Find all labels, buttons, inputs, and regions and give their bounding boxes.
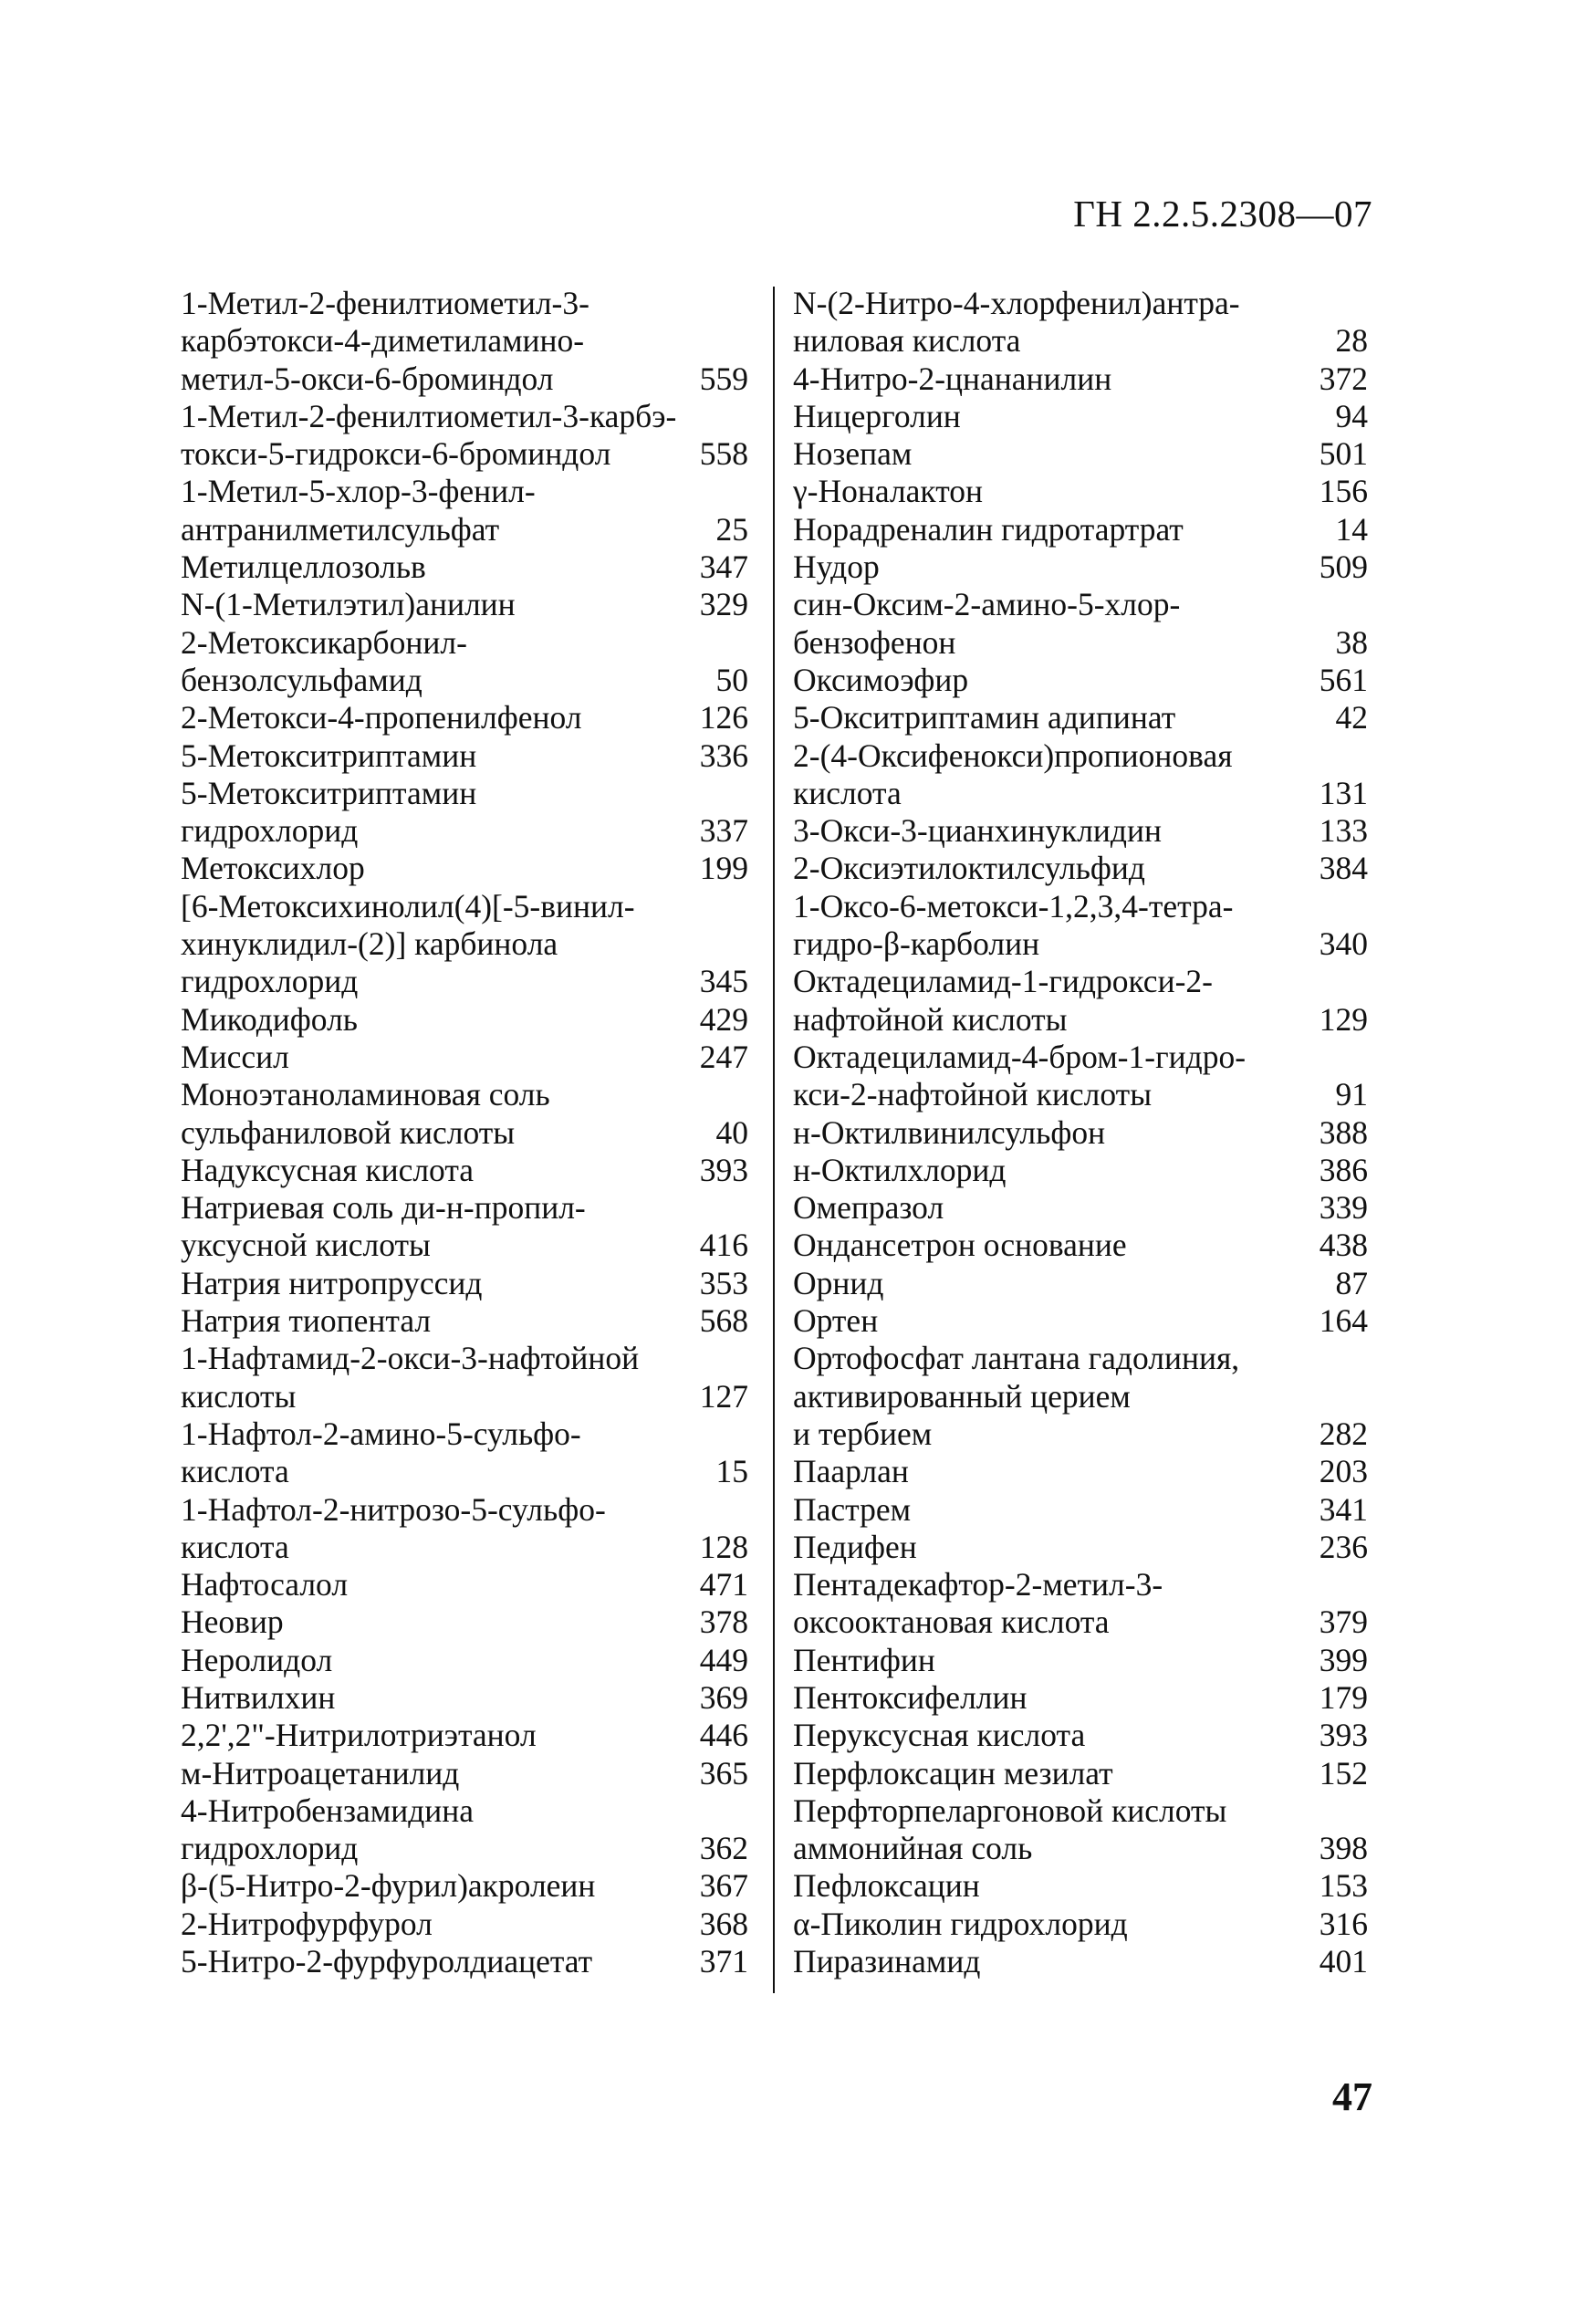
index-entry-page: 438 <box>1319 1227 1368 1264</box>
index-entry-text: 5-Окситриптамин адипинат <box>793 699 1176 736</box>
index-entry-page: 393 <box>1319 1717 1368 1754</box>
index-entry-text: Нудор <box>793 548 880 586</box>
index-entry-page: 28 <box>1335 322 1368 360</box>
index-entry-page: 247 <box>699 1038 748 1075</box>
index-entry-page: 372 <box>1319 360 1368 397</box>
index-entry-page: 50 <box>715 661 748 698</box>
index-entry-text: α-Пиколин гидрохлорид <box>793 1905 1128 1942</box>
index-entry-page: 398 <box>1319 1830 1368 1867</box>
index-entry-text: бензофенон <box>793 623 956 661</box>
index-entry-page: 416 <box>699 1227 748 1264</box>
index-entry <box>181 1867 748 1905</box>
index-entry-text: Омепразол <box>793 1189 944 1227</box>
index-entry <box>181 775 748 851</box>
index-entry-page: 365 <box>699 1754 748 1791</box>
index-entry <box>793 1340 1368 1453</box>
index-entry-text: Неролидол <box>181 1641 333 1678</box>
index-entry-text: 1-Метил-5-хлор-3-фенил- <box>181 473 536 510</box>
index-entry-page: 353 <box>699 1264 748 1301</box>
index-entry <box>793 1265 1368 1302</box>
index-entry <box>793 1943 1368 1980</box>
index-entry-text: м-Нитроацетанилид <box>181 1754 460 1791</box>
index-entry-text: кислота <box>181 1528 289 1565</box>
index-entry-text: [6-Метоксихинолил(4)[-5-винил- <box>181 887 635 924</box>
index-entry <box>181 1566 748 1603</box>
index-entry-page: 501 <box>1319 435 1368 473</box>
index-entry-page: 401 <box>1319 1943 1368 1980</box>
index-entry-text: Нитвилхин <box>181 1678 336 1716</box>
index-entry-page: 40 <box>715 1113 748 1151</box>
index-entry <box>181 586 748 623</box>
index-entry-text: 2,2',2"-Нитрилотриэтанол <box>181 1717 537 1754</box>
index-entry <box>793 1114 1368 1152</box>
index-entry-text: Пиразинамид <box>793 1943 981 1980</box>
index-entry-page: 129 <box>1319 1000 1368 1038</box>
index-entry <box>181 888 748 1001</box>
index-entry <box>181 473 748 548</box>
index-entry <box>181 1302 748 1340</box>
index-entry-text: 2-Оксиэтилоктилсульфид <box>793 850 1145 887</box>
index-entry <box>181 1491 748 1567</box>
index-entry-page: 368 <box>699 1905 748 1942</box>
index-entry-page: 316 <box>1319 1905 1368 1942</box>
index-entry-text: γ-Ноналактон <box>793 473 984 510</box>
index-entry <box>181 1189 748 1265</box>
index-entry-text: 1-Нафтол-2-амино-5-сульфо- <box>181 1415 581 1452</box>
index-entry-text: уксусной кислоты <box>181 1227 431 1264</box>
index-entry-page: 340 <box>1319 925 1368 963</box>
index-entry-page: 341 <box>1319 1490 1368 1528</box>
index-entry-page: 131 <box>1319 774 1368 811</box>
index-entry-text: Педифен <box>793 1528 917 1565</box>
index-entry-text: Пентадекафтор-2-метил-3- <box>793 1566 1163 1603</box>
index-entry <box>181 1792 748 1868</box>
index-entry-page: 509 <box>1319 548 1368 586</box>
index-entry-text: 2-Нитрофурфурол <box>181 1905 433 1942</box>
index-entry-page: 203 <box>1319 1453 1368 1490</box>
index-entry-text: Натрия тиопентал <box>181 1302 432 1340</box>
index-entry-page: 399 <box>1319 1641 1368 1678</box>
index-entry-page: 369 <box>699 1678 748 1716</box>
index-entry-page: 559 <box>699 360 748 397</box>
index-entry <box>181 548 748 586</box>
index-entry <box>181 1642 748 1679</box>
index-entry-page: 152 <box>1319 1754 1368 1791</box>
index-entry <box>793 1302 1368 1340</box>
index-entry-text: гидрохлорид <box>181 1830 359 1867</box>
index-entry-page: 388 <box>1319 1113 1368 1151</box>
index-entry-text: Октадециламид-1-гидрокси-2- <box>793 963 1213 1000</box>
index-entry-text: Ортен <box>793 1302 879 1340</box>
index-entry-text: кислоты <box>181 1377 297 1415</box>
index-entry-page: 378 <box>699 1603 748 1641</box>
index-entry <box>793 963 1368 1039</box>
index-entry <box>793 1227 1368 1264</box>
index-entry-text: Перфторпеларгоновой кислоты <box>793 1791 1227 1829</box>
index-entry-text: 1-Метил-2-фенилтиометил-3- <box>181 285 589 321</box>
index-entry <box>181 1906 748 1943</box>
index-entry-text: 3-Окси-3-цианхинуклидин <box>793 812 1162 850</box>
index-entry <box>793 1152 1368 1189</box>
index-entry <box>793 360 1368 398</box>
index-entry-text: β-(5-Нитро-2-фурил)акролеин <box>181 1867 596 1905</box>
index-entry-page: 126 <box>699 699 748 736</box>
index-entry-page: 336 <box>699 736 748 774</box>
index-entry-text: Перуксусная кислота <box>793 1717 1086 1754</box>
index-entry <box>793 1755 1368 1792</box>
index-entry-page: 561 <box>1319 661 1368 698</box>
index-entry-page: 568 <box>699 1302 748 1340</box>
index-entry <box>181 1001 748 1039</box>
index-entry-text: оксооктановая кислота <box>793 1603 1110 1641</box>
index-entry-text: Метоксихлор <box>181 850 365 887</box>
index-entry <box>793 662 1368 699</box>
index-entry-page: 337 <box>699 812 748 850</box>
index-entry <box>793 1529 1368 1566</box>
index-entry <box>181 1415 748 1491</box>
index-entry-text: 2-(4-Оксифенокси)пропионовая <box>793 736 1233 774</box>
index-entry-page: 339 <box>1319 1189 1368 1227</box>
index-entry <box>793 812 1368 850</box>
index-entry <box>793 1867 1368 1905</box>
index-entry-text: н-Октилхлорид <box>793 1151 1007 1188</box>
index-entry-page: 371 <box>699 1943 748 1980</box>
index-entry-page: 199 <box>699 850 748 887</box>
index-entry-text: 5-Нитро-2-фурфуролдиацетат <box>181 1943 593 1980</box>
index-entry-text: кислота <box>793 774 902 811</box>
index-entry <box>181 1076 748 1152</box>
page-number: 47 <box>1332 2074 1372 2119</box>
index-entry <box>793 285 1368 360</box>
index-entry-text: 1-Нафтол-2-нитрозо-5-сульфо- <box>181 1490 606 1528</box>
index-entry-text: Моноэтаноламиновая соль <box>181 1076 550 1113</box>
index-entry-text: 4-Нитро-2-цнананилин <box>793 360 1112 397</box>
index-entry <box>181 850 748 887</box>
index-entry-text: и тербием <box>793 1415 933 1452</box>
index-entry <box>793 737 1368 813</box>
index-entry-text: Нафтосалол <box>181 1566 349 1603</box>
index-entry <box>181 1943 748 1980</box>
index-entry-page: 128 <box>699 1528 748 1565</box>
index-entry-text: карбэтокси-4-диметиламино- <box>181 322 585 360</box>
index-entry-text: 5-Метокситриптамин <box>181 774 477 811</box>
index-entry <box>181 1755 748 1792</box>
index-entry <box>181 1265 748 1302</box>
index-entry-text: гидрохлорид <box>181 963 359 1000</box>
index-entry <box>181 1340 748 1415</box>
index-entry <box>793 1189 1368 1227</box>
index-entry-page: 156 <box>1319 473 1368 510</box>
index-entry-text: ниловая кислота <box>793 322 1021 360</box>
index-entry <box>793 511 1368 548</box>
index-entry-text: метил-5-окси-6-броминдол <box>181 360 554 397</box>
index-entry <box>793 1491 1368 1529</box>
index-entry <box>793 398 1368 435</box>
index-entry-text: Пентоксифеллин <box>793 1678 1027 1716</box>
index-entry-page: 87 <box>1335 1264 1368 1301</box>
index-entry-page: 38 <box>1335 623 1368 661</box>
index-entry <box>793 888 1368 964</box>
index-entry <box>793 1679 1368 1717</box>
index-entry-text: нафтойной кислоты <box>793 1000 1068 1038</box>
index-entry-page: 94 <box>1335 397 1368 434</box>
index-entry-text: Орнид <box>793 1264 884 1301</box>
index-entry-text: кси-2-нафтойной кислоты <box>793 1076 1153 1113</box>
index-entry-page: 446 <box>699 1717 748 1754</box>
index-entry-page: 42 <box>1335 699 1368 736</box>
index-entry <box>181 1679 748 1717</box>
index-entry-text: активированный церием <box>793 1377 1131 1415</box>
index-entry <box>181 1152 748 1189</box>
index-entry <box>793 1906 1368 1943</box>
index-entry <box>793 473 1368 510</box>
index-entry <box>793 1717 1368 1754</box>
index-entry-text: Ницерголин <box>793 397 961 434</box>
index-entry-page: 236 <box>1319 1528 1368 1565</box>
index-entry-text: Ондансетрон основание <box>793 1227 1127 1264</box>
index-entry-page: 179 <box>1319 1678 1368 1716</box>
index-entry-text: син-Оксим-2-амино-5-хлор- <box>793 586 1181 623</box>
index-entry-page: 386 <box>1319 1151 1368 1188</box>
index-entry-text: Пастрем <box>793 1490 912 1528</box>
index-entry <box>793 850 1368 887</box>
index-entry <box>793 586 1368 662</box>
index-entry-text: 5-Метокситриптамин <box>181 736 477 774</box>
index-column-right <box>793 285 1368 1980</box>
document-code: ГН 2.2.5.2308—07 <box>1073 193 1372 235</box>
index-entry-text: антранилметилсульфат <box>181 510 500 548</box>
index-entry <box>181 1717 748 1754</box>
index-entry-page: 393 <box>699 1151 748 1188</box>
index-entry-page: 384 <box>1319 850 1368 887</box>
index-entry <box>181 398 748 474</box>
index-entry-text: Микодифоль <box>181 1000 358 1038</box>
index-entry-text: Натрия нитропруссид <box>181 1264 483 1301</box>
index-entry <box>181 285 748 398</box>
index-entry-page: 153 <box>1319 1867 1368 1905</box>
index-entry-page: 379 <box>1319 1603 1368 1641</box>
index-entry-text: Ортофосфат лантана гадолиния, <box>793 1340 1240 1377</box>
index-entry-text: Натриевая соль ди-н-пропил- <box>181 1189 586 1227</box>
index-entry-page: 15 <box>715 1453 748 1490</box>
index-entry-text: хинуклидил-(2)] карбинола <box>181 925 558 963</box>
index-entry-text: сульфаниловой кислоты <box>181 1113 516 1151</box>
index-entry-text: Миссил <box>181 1038 289 1075</box>
index-entry <box>181 1039 748 1076</box>
index-entry-text: Пентифин <box>793 1641 935 1678</box>
index-entry-page: 127 <box>699 1377 748 1415</box>
index-entry <box>181 699 748 736</box>
index-entry-page: 25 <box>715 510 748 548</box>
index-entry-text: Перфлоксацин мезилат <box>793 1754 1113 1791</box>
index-entry-text: Паарлан <box>793 1453 909 1490</box>
column-divider <box>773 287 775 1993</box>
index-entry-page: 133 <box>1319 812 1368 850</box>
index-entry-text: гидрохлорид <box>181 812 359 850</box>
index-entry <box>793 1453 1368 1490</box>
index-entry-text: Оксимоэфир <box>793 661 969 698</box>
index-entry-text: Октадециламид-4-бром-1-гидро- <box>793 1038 1247 1075</box>
index-entry-text: 2-Метоксикарбонил- <box>181 623 467 661</box>
index-entry-text: 1-Метил-2-фенилтиометил-3-карбэ- <box>181 397 677 434</box>
index-entry <box>793 1566 1368 1642</box>
index-entry-page: 164 <box>1319 1302 1368 1340</box>
index-column-left <box>181 285 748 1980</box>
index-entry-page: 367 <box>699 1867 748 1905</box>
index-entry-page: 471 <box>699 1566 748 1603</box>
index-entry-page: 347 <box>699 548 748 586</box>
index-entry-text: н-Октилвинилсульфон <box>793 1113 1106 1151</box>
index-entry-page: 282 <box>1319 1415 1368 1452</box>
index-entry <box>793 1642 1368 1679</box>
index-entry-page: 329 <box>699 586 748 623</box>
index-entry-text: 1-Оксо-6-метокси-1,2,3,4-тетра- <box>793 887 1234 924</box>
index-entry <box>793 699 1368 736</box>
index-entry-text: бензолсульфамид <box>181 661 422 698</box>
index-entry <box>181 737 748 775</box>
index-entry-text: аммонийная соль <box>793 1830 1033 1867</box>
index-entry-text: Надуксусная кислота <box>181 1151 475 1188</box>
index-entry <box>793 1039 1368 1114</box>
index-entry <box>181 624 748 700</box>
index-entry-page: 449 <box>699 1641 748 1678</box>
index-entry <box>793 548 1368 586</box>
index-entry-text: гидро-β-карболин <box>793 925 1040 963</box>
index-entry-text: 4-Нитробензамидина <box>181 1791 475 1829</box>
index-entry-text: 1-Нафтамид-2-окси-3-нафтойной <box>181 1340 640 1377</box>
index-entry-text: N-(2-Нитро-4-хлорфенил)антра- <box>793 285 1240 321</box>
index-entry-page: 345 <box>699 963 748 1000</box>
index-entry <box>793 435 1368 473</box>
index-entry-text: кислота <box>181 1453 289 1490</box>
index-entry-page: 558 <box>699 435 748 473</box>
index-entry-page: 91 <box>1335 1076 1368 1113</box>
index-entry-text: Неовир <box>181 1603 284 1641</box>
index-entry-text: Норадреналин гидротартрат <box>793 510 1184 548</box>
index-entry-text: Пефлоксацин <box>793 1867 980 1905</box>
index-entry-page: 14 <box>1335 510 1368 548</box>
index-entry-text: 2-Метокси-4-пропенилфенол <box>181 699 582 736</box>
index-entry-page: 429 <box>699 1000 748 1038</box>
index-entry-text: Метилцеллозольв <box>181 548 426 586</box>
index-entry <box>793 1792 1368 1868</box>
index-entry-text: Нозепам <box>793 435 913 473</box>
index-entry-page: 362 <box>699 1830 748 1867</box>
index-entry-text: N-(1-Метилэтил)анилин <box>181 586 516 623</box>
index-entry-text: токси-5-гидрокси-6-броминдол <box>181 435 611 473</box>
index-entry <box>181 1603 748 1641</box>
